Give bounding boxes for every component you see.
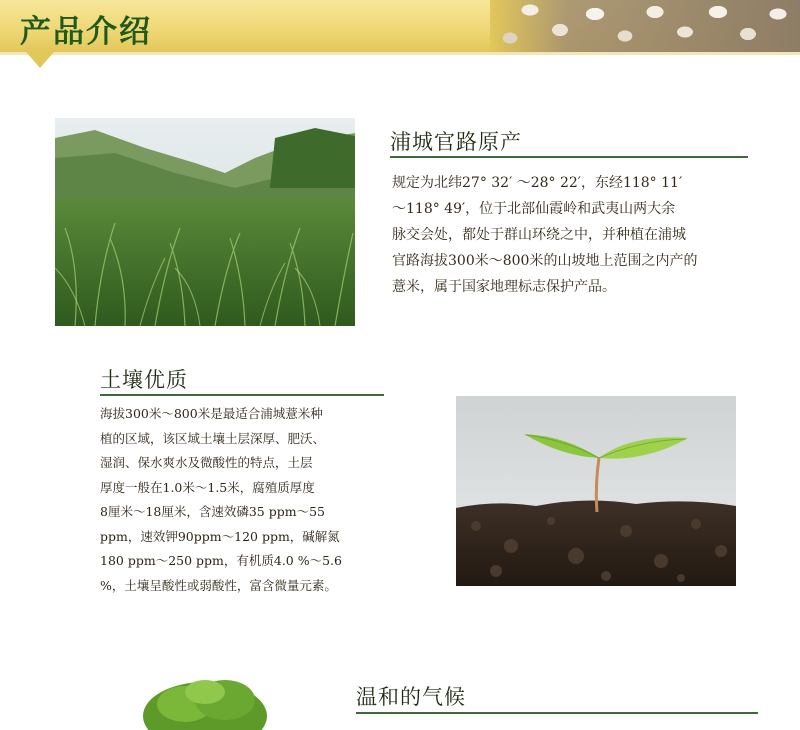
paragraph-line: ～118° 49′，位于北部仙霞岭和武夷山两大余 — [392, 201, 676, 217]
banner-underline — [0, 52, 800, 55]
paragraph-line: 脉交会处，都处于群山环绕之中，并种植在浦城 — [392, 227, 686, 243]
header-banner — [0, 0, 800, 52]
section-title-climate: 温和的气候 — [356, 685, 466, 709]
section-rule-origin — [390, 156, 748, 158]
coix-seeds-image — [490, 0, 800, 52]
banner-notch — [26, 52, 54, 68]
paragraph-line: 植的区域，该区域土壤土层深厚、肥沃、 — [100, 430, 326, 446]
section-title-origin: 浦城官路原产 — [390, 130, 522, 154]
seedling-soil-photo — [456, 396, 736, 586]
paragraph-line: 湿润、保水爽水及微酸性的特点，土层 — [100, 455, 313, 470]
paragraph-line: 厚度一般在1.0米～1.5米，腐殖质厚度 — [100, 479, 315, 495]
paragraph-line: %，土壤呈酸性或弱酸性，富含微量元素。 — [100, 577, 337, 593]
paragraph-line: 规定为北纬27° 32′ ～28° 22′，东经118° 11′ — [392, 175, 683, 191]
mountain-field-photo — [55, 118, 355, 326]
section-paragraph-soil — [100, 402, 430, 598]
section-rule-soil — [100, 394, 384, 396]
section-rule-climate — [356, 712, 758, 714]
plant-photo — [90, 664, 320, 730]
paragraph-line: 官路海拔300米～800米的山坡地上范围之内产的 — [392, 253, 698, 269]
section-title-soil: 土壤优质 — [100, 368, 188, 392]
paragraph-line: 180 ppm～250 ppm，有机质4.0 %～5.6 — [100, 553, 342, 568]
paragraph-line: 海拔300米～800米是最适合浦城薏米种 — [100, 406, 323, 421]
paragraph-line: ppm，速效钾90ppm～120 ppm，碱解氮 — [100, 528, 340, 544]
paragraph-line: 薏米，属于国家地理标志保护产品。 — [392, 279, 616, 295]
paragraph-line: 8厘米～18厘米，含速效磷35 ppm～55 — [100, 504, 326, 519]
section-paragraph-origin — [392, 170, 782, 300]
banner-title: 产品介绍 — [20, 14, 152, 50]
